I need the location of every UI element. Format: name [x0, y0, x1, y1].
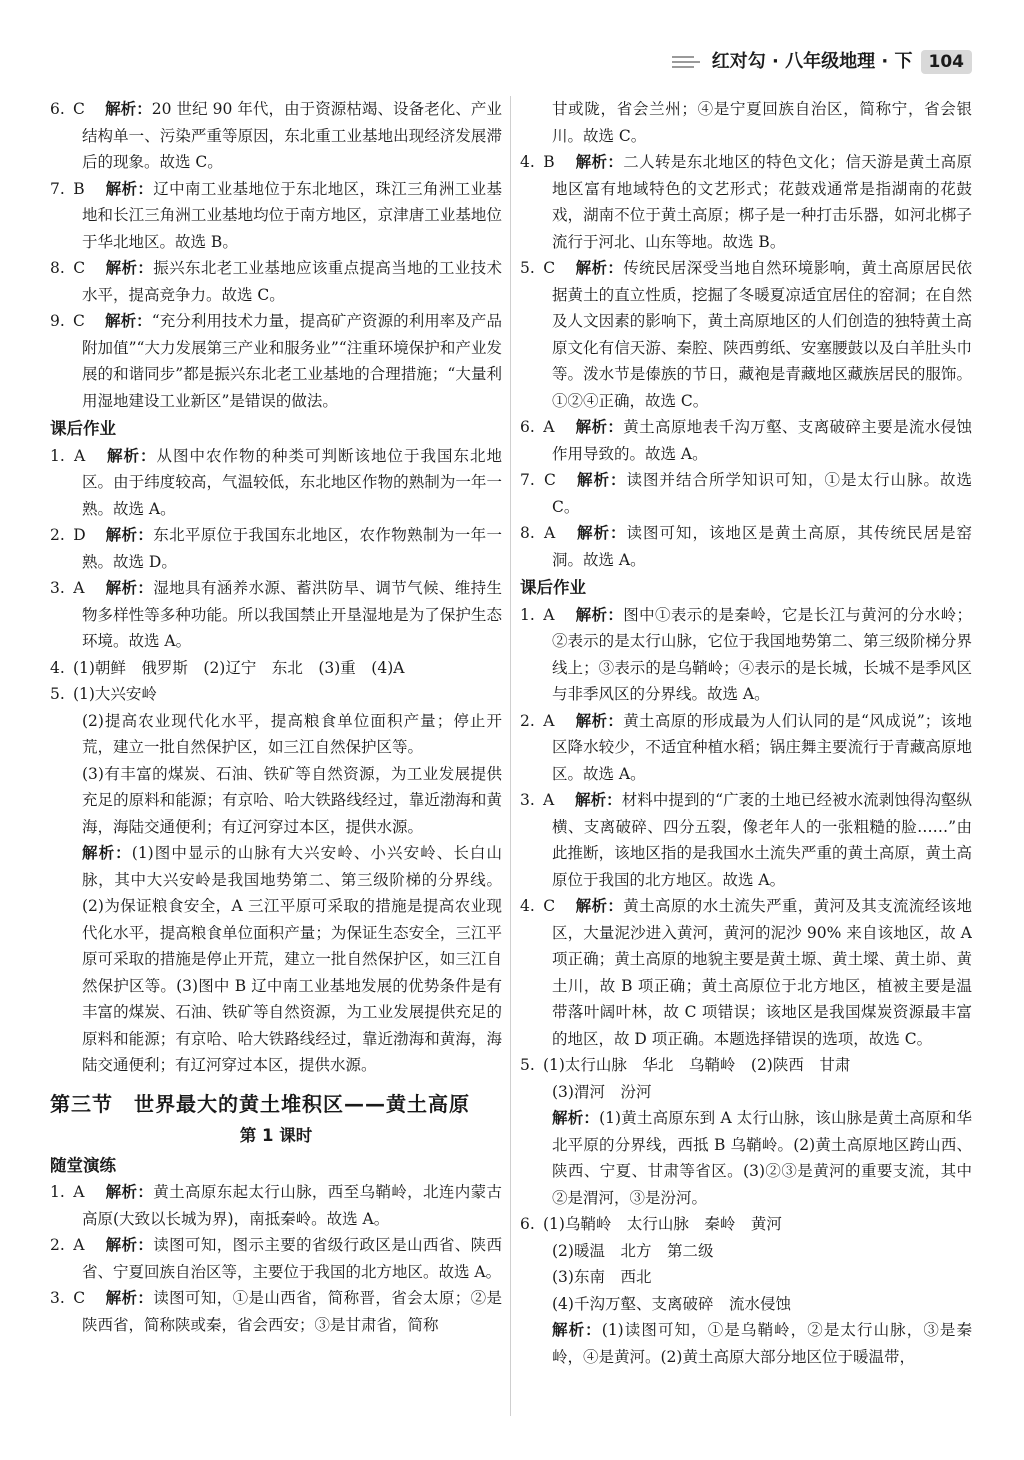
answer-item-6: 6. C 解析：20 世纪 90 年代，由于资源枯竭、设备老化、产业结构单一、污染严重等原因，东北重工业基地出现经济发展滞后的现象。故选 C。 — [50, 100, 502, 171]
answer-item-9: 9. C 解析：“充分利用技术力量，提高矿产资源的利用率及产品附加值”“大力发展第三产业和服务业”“注重环境保护和产业发展的和谐同步”都是振兴东北老工业基地的合理措施；“大量利用湿地建设工业新区”是错误的做法。 — [50, 312, 502, 410]
answer-item-8: 8. C 解析：振兴东北老工业基地应该重点提高当地的工业技术水平，提高竞争力。故选 C。 — [50, 259, 502, 304]
homework2-item-6-part-4: (4)千沟万壑、支离破碎 流水侵蚀 — [552, 1294, 791, 1313]
practice-item-1: 1. A 解析：黄土高原东起太行山脉，西至乌鞘岭，北连内蒙古高原(大致以长城为界)，南抵秦岭。故选 A。 — [50, 1183, 502, 1228]
header-decoration-icon — [672, 56, 700, 68]
answer-item-7: 7. B 解析：辽中南工业基地位于东北地区，珠江三角洲工业基地和长江三角洲工业基地均位于南方地区，京津唐工业基地位于华北地区。故选 B。 — [50, 179, 502, 251]
practice-item-5: 5. C 解析：传统民居深受当地自然环境影响，黄土高原居民依据黄土的直立性质，挖掘了冬暖夏凉适宜居住的窑洞；在自然及人文因素的影响下，黄土高原地区的人们创造的独特黄土高原文化有信天游、秦腔、陕西剪纸、安塞腰鼓以及白羊肚头巾等。泼水节是傣族的节日，藏袍是青藏地区藏族居民的服饰。①②④正确，故选 C。 — [520, 259, 972, 410]
homework2-item-6: 6. (1)乌鞘岭 太行山脉 秦岭 黄河 — [520, 1215, 782, 1233]
page-number: 104 — [921, 50, 973, 74]
lesson-title: 第 1 课时 — [239, 1125, 313, 1145]
homework-item-2: 2. D 解析：东北平原位于我国东北地区，农作物熟制为一年一熟。故选 D。 — [50, 526, 502, 571]
homework2-item-3: 3. A 解析：材料中提到的“广袤的土地已经被水流剥蚀得沟壑纵横、支离破碎、四分五裂，像老年人的一张粗糙的脸……”由此推断，该地区指的是我国水土流失严重的黄土高原，黄土高原位于我国的北方地区。故选 A。 — [520, 791, 972, 889]
right-column — [520, 96, 972, 1436]
homework-heading-2: 课后作业 — [520, 578, 586, 597]
homework-item-5: 5. (1)大兴安岭 — [50, 685, 157, 703]
homework-item-5-analysis: 解析：(1)图中显示的山脉有大兴安岭、小兴安岭、长白山脉，其中大兴安岭是我国地势第二、第三级阶梯的分界线。(2)为保证粮食安全，A 三江平原可采取的措施是提高农业现代化水平，提高粮食单位面积产量；为保证生态安全，三江平原可采取的措施是停止开荒，建立一批自然保护区，如三江自然保护区等。(3)图中 B 辽中南工业基地发展的优势条件是有丰富的煤炭、石油、铁矿等自然资源，为工业发展提供充足的原料和能源；有京哈、哈大铁路线经过，靠近渤海和黄海，海陆交通便利；有辽河穿过本区，提供水源。 — [82, 844, 502, 1074]
section-title: 第三节 世界最大的黄土堆积区——黄土高原 — [50, 1091, 470, 1116]
practice-item-3: 3. C 解析：读图可知，①是山西省，简称晋，省会太原；②是陕西省，简称陕或秦，省会西安；③是甘肃省，简称 — [50, 1289, 502, 1334]
practice-item-3-continued: 甘或陇，省会兰州；④是宁夏回族自治区，简称宁，省会银川。故选 C。 — [552, 100, 972, 145]
homework-heading: 课后作业 — [50, 419, 116, 438]
left-column — [50, 96, 502, 1436]
homework2-item-1: 1. A 解析：图中①表示的是秦岭，它是长江与黄河的分水岭；②表示的是太行山脉，它位于我国地势第二、第三级阶梯分界线上；③表示的是乌鞘岭；④表示的是长城，长城不是季风区与非季风区的分界线。故选 A。 — [520, 605, 972, 703]
homework-item-5-part-2: (2)提高农业现代化水平，提高粮食单位面积产量；停止开荒，建立一批自然保护区，如三江自然保护区等。 — [82, 711, 502, 756]
homework-item-5-part-3: (3)有丰富的煤炭、石油、铁矿等自然资源，为工业发展提供充足的原料和能源；有京哈、哈大铁路线经过，靠近渤海和黄海，海陆交通便利；有辽河穿过本区，提供水源。 — [82, 764, 502, 836]
practice-heading: 随堂演练 — [50, 1155, 116, 1175]
book-title: 红对勾 · 八年级地理 · 下 — [711, 51, 913, 72]
homework2-item-5-analysis: 解析：(1)黄土高原东到 A 太行山脉，该山脉是黄土高原和华北平原的分界线，西抵 B 乌鞘岭。(2)黄土高原地区跨山西、陕西、宁夏、甘肃等省区。(3)②③是黄河的重要支流，其中②是渭河，③是汾河。 — [552, 1109, 972, 1207]
page-header — [672, 50, 972, 74]
practice-item-2: 2. A 解析：读图可知，图示主要的省级行政区是山西省、陕西省、宁夏回族自治区等，主要位于我国的北方地区。故选 A。 — [50, 1236, 502, 1281]
practice-item-8: 8. A 解析：读图可知，该地区是黄土高原，其传统民居是窑洞。故选 A。 — [520, 524, 972, 569]
homework2-item-6-analysis: 解析：(1)读图可知，①是乌鞘岭，②是太行山脉，③是秦岭，④是黄河。(2)黄土高原大部分地区位于暖温带， — [552, 1321, 972, 1366]
homework2-item-2: 2. A 解析：黄土高原的形成最为人们认同的是“风成说”；该地区降水较少，不适宜种植水稻；锅庄舞主要流行于青藏高原地区。故选 A。 — [520, 711, 972, 783]
homework-item-1: 1. A 解析：从图中农作物的种类可判断该地位于我国东北地区。由于纬度较高，气温较低，东北地区作物的熟制为一年一熟。故选 A。 — [50, 446, 502, 518]
practice-item-6: 6. A 解析：黄土高原地表千沟万壑、支离破碎主要是流水侵蚀作用导致的。故选 A。 — [520, 418, 972, 463]
homework2-item-6-part-3: (3)东南 西北 — [552, 1268, 652, 1286]
homework2-item-5-part-2: (3)渭河 汾河 — [552, 1082, 652, 1101]
homework-item-3: 3. A 解析：湿地具有涵养水源、蓄洪防旱、调节气候、维持生物多样性等多种功能。所以我国禁止开垦湿地是为了保护生态环境。故选 A。 — [50, 579, 502, 650]
practice-item-7: 7. C 解析：读图并结合所学知识可知，①是太行山脉。故选 C。 — [520, 471, 972, 516]
homework2-item-5: 5. (1)太行山脉 华北 乌鞘岭 (2)陕西 甘肃 — [520, 1056, 851, 1074]
homework2-item-6-part-2: (2)暖温 北方 第二级 — [552, 1241, 714, 1260]
column-divider — [510, 96, 511, 1416]
practice-item-4: 4. B 解析：二人转是东北地区的特色文化；信天游是黄土高原地区富有地域特色的文艺形式；花鼓戏通常是指湖南的花鼓戏，湖南不位于黄土高原；梆子是一种打击乐器，如河北梆子流行于河北、山东等地。故选 B。 — [520, 153, 972, 251]
homework2-item-4: 4. C 解析：黄土高原的水土流失严重，黄河及其支流流经该地区，大量泥沙进入黄河，黄河的泥沙 90% 来自该地区，故 A 项正确；黄土高原的地貌主要是黄土塬、黄土墚、黄土峁、黄土川，故 B 项正确；黄土高原位于北方地区，植被主要是温带落叶阔叶林，故 C 项错误；该地区是我国煤炭资源最丰富的地区，故 D 项正确。本题选择错误的选项，故选 C。 — [520, 897, 972, 1048]
homework-item-4: 4. (1)朝鲜 俄罗斯 (2)辽宁 东北 (3)重 (4)A — [50, 658, 405, 677]
